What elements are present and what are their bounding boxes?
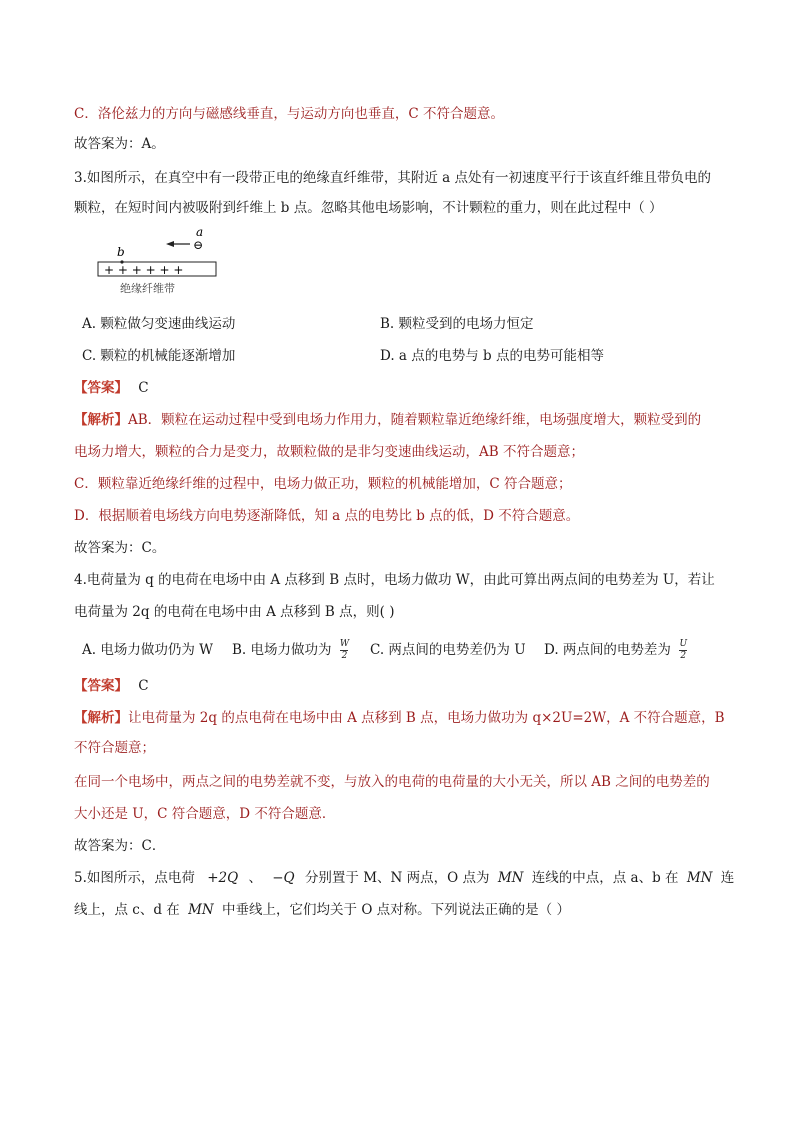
- q3-analysis-text1: AB．颗粒在运动过程中受到电场力作用力，随着颗粒靠近绝缘纤维，电场强度增大，颗粒受到的: [128, 412, 702, 428]
- q4-option-b-fraction: [340, 640, 349, 661]
- q3-analysis-line2: 电场力增大，颗粒的合力是变力，故颗粒做的是非匀变速曲线运动，AB 不符合题意；: [74, 444, 584, 460]
- q3-analysis-line3: C．颗粒靠近绝缘纤维的过程中，电场力做正功，颗粒的机械能增加，C 符合题意；: [74, 476, 572, 492]
- q4-answer-value: C: [138, 678, 149, 694]
- q3-answer-row: [74, 378, 149, 398]
- q5-text-g: 中垂线上，它们均关于 O 点对称。下列说法正确的是（ ）: [222, 902, 570, 918]
- q3-stem-line2: 颗粒，在短时间内被吸附到纤维上 b 点。忽略其他电场影响，不计颗粒的重力，则在此过程中（ ）: [74, 200, 663, 216]
- q4-analysis-line2: 不符合题意；: [74, 740, 155, 756]
- q4-option-a[interactable]: A. 电场力做功仍为 W: [82, 642, 213, 658]
- figure-neg-charge: ⊖: [193, 238, 204, 252]
- q4-option-d-fraction: [679, 640, 687, 661]
- q5-math-minusq: −Q: [272, 870, 295, 886]
- q4-option-d-text: D. 两点间的电势差为: [544, 642, 671, 658]
- q5-math-mn1: MN: [497, 870, 524, 886]
- q4-analysis-text1: 让电荷量为 2q 的点电荷在电场中由 A 点移到 B 点，电场力做功为 q×2U=2W，A 不符合题意，B: [128, 710, 725, 726]
- prev-final-answer: 故答案为：A。: [74, 136, 165, 152]
- figure-caption: 绝缘纤维带: [120, 282, 175, 295]
- q3-final-answer: 故答案为：C。: [74, 540, 166, 556]
- prev-option-c: C．洛伦兹力的方向与磁感线垂直，与运动方向也垂直，C 不符合题意。: [74, 106, 504, 122]
- q4-analysis-tag: 【解析】: [74, 710, 128, 726]
- q4-stem-line1: 4.电荷量为 q 的电荷在电场中由 A 点移到 B 点时，电场力做功 W，由此可算出两点间的电势差为 U，若让: [74, 572, 715, 588]
- q4-answer-row: [74, 676, 149, 696]
- q5-text-c: 分别置于 M、N 两点，O 点为: [304, 870, 490, 886]
- q4-option-d-numerator: U: [679, 639, 688, 649]
- q4-option-b-text: B. 电场力做功为: [232, 642, 332, 658]
- velocity-arrowhead: [166, 241, 174, 247]
- q5-text-a: 5.如图所示，点电荷: [74, 870, 195, 886]
- q3-answer-value: C: [138, 380, 149, 396]
- q3-analysis-line4: D．根据顺着电场线方向电势逐渐降低，知 a 点的电势比 b 点的低，D 不符合题意。: [74, 508, 580, 524]
- q5-stem-line2: [74, 900, 570, 920]
- q5-math-mn3: MN: [188, 902, 214, 918]
- q3-figure: [90, 222, 230, 298]
- q4-option-c[interactable]: C. 两点间的电势差仍为 U: [370, 642, 526, 658]
- q3-answer-tag: 【答案】: [74, 380, 128, 396]
- q3-option-c[interactable]: C. 颗粒的机械能逐渐增加: [82, 348, 236, 364]
- q4-option-b[interactable]: [232, 640, 349, 661]
- q5-text-f: 线上，点 c、d 在: [74, 902, 180, 918]
- q3-stem-line1: 3.如图所示，在真空中有一段带正电的绝缘直纤维带，其附近 a 点处有一初速度平行于该直纤维且带负电的: [74, 170, 712, 186]
- q5-text-d: 连线的中点，点 a、b 在: [531, 870, 679, 886]
- q4-option-b-numerator: W: [339, 639, 350, 649]
- q3-analysis-tag: 【解析】: [74, 412, 128, 428]
- q4-answer-tag: 【答案】: [74, 678, 128, 694]
- q5-stem-line1: [74, 868, 734, 888]
- q5-math-mn2: MN: [686, 870, 713, 886]
- q4-analysis-line3: 在同一个电场中，两点之间的电势差就不变，与放入的电荷的电荷量的大小无关，所以 AB 之间的电势差的: [74, 774, 710, 790]
- q4-option-d-denominator: 2: [680, 651, 687, 661]
- fiber-charges: + + + + + +: [104, 263, 184, 277]
- q4-option-b-denominator: 2: [341, 651, 348, 661]
- q5-text-e: 连: [720, 870, 735, 886]
- q3-option-a[interactable]: A. 颗粒做匀变速曲线运动: [82, 316, 236, 332]
- figure-label-a: a: [196, 225, 204, 239]
- q5-math-plus2q: +2Q: [207, 870, 239, 886]
- figure-label-b: b: [117, 245, 125, 259]
- q3-option-d[interactable]: D. a 点的电势与 b 点的电势可能相等: [380, 348, 604, 364]
- q4-stem-line2: 电荷量为 2q 的电荷在电场中由 A 点移到 B 点，则( ): [74, 604, 395, 620]
- q5-text-b: 、: [248, 870, 262, 886]
- q4-analysis-line4: 大小还是 U，C 符合题意，D 不符合题意．: [74, 806, 336, 822]
- q4-option-d[interactable]: [544, 640, 687, 661]
- q4-final-answer: 故答案为：C．: [74, 838, 166, 854]
- q3-analysis-line1: [74, 410, 701, 430]
- q4-analysis-line1: [74, 708, 725, 728]
- q3-option-b[interactable]: B. 颗粒受到的电场力恒定: [380, 316, 534, 332]
